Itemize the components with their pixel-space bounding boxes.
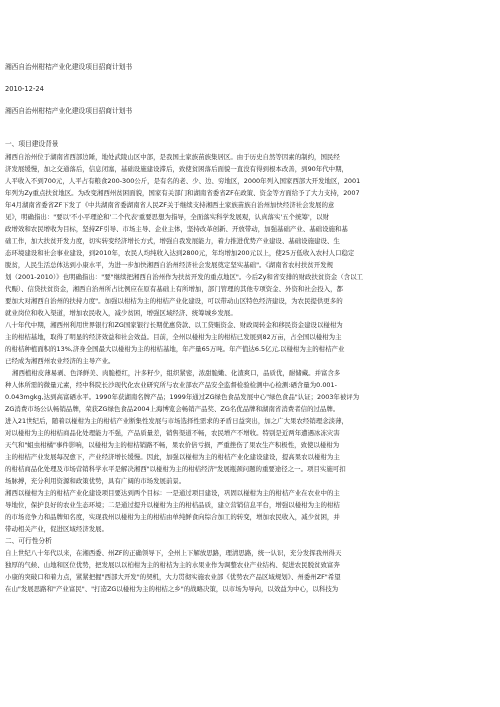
- paragraph-line: 小康的突破口和着力点，紧紧把握"西部大开发"的契机，大力贯彻实施农业部《优势农产品区域规划》、州委州ZF"希望: [5, 573, 341, 581]
- paragraph-line: 代赈）、信贷扶贫资金，湘西自治州所占比例应在原有基础上有所增加，部门管理的其他专项资金、外资和社会投入，都: [5, 285, 343, 293]
- document-date: 2010-12-24: [5, 85, 44, 93]
- paragraph-line: ZG消费市场公认畅销品牌，荣获ZG绿色食品2004上海博览会畅销产品奖、ZG名优品牌和湖南省消费者信的过品牌。: [5, 405, 340, 413]
- paragraph-line: 场脉搏，充分利用资源和政策优势，具有广阔的市场发展前景。: [5, 477, 186, 485]
- paragraph-line: 主的柑桔产业发展每况愈下，产业经济增长缓慢。因此，加强以椪柑为主的柑桔产业化建设建设，提高果农以椪柑为主: [5, 453, 340, 461]
- paragraph-line: 对以椪柑为主的柑桔商品化处理能力不强，产品质量差，销售渠道不畅，农民增产不增收。特别是近两年遭遇冰冻灾害: [5, 429, 340, 437]
- paragraph-line: 天气和"蛆虫柑橘"事件影响，以椪柑为主的柑桔销路不畅，果农价倍亏损，严重挫伤了果农生产积极性，致使以椪柑为: [5, 441, 340, 449]
- document-subtitle: 湘西自治州柑桔产业化建设项目招商计划书: [5, 107, 133, 115]
- paragraph-line: 0.043mgkg,达到高富硒水平。1990年获湖南名牌产品；1999年通过ZG绿色食品发展中心"绿色食品"认证；2003年被评为: [5, 393, 360, 401]
- paragraph-line: 要加大对湘西自治州的扶持力度"。加强以柑桔为主的柑桔产业化建设，可以带动山区特色经济建设，为农民提供更多的: [5, 297, 343, 305]
- paragraph-line: 湘西自治州位于湖南省西部边陲，地处武陵山区中部，是我国土家族苗族集居区。由于历史自然等因素的制约，国民经: [5, 153, 340, 161]
- paragraph-line: 独厚的气候、山地和区位优势，把发展以以柏柑为主的柑桔为主的水果业作为调整农业产业结构、促进农民脱贫致富奔: [5, 561, 340, 569]
- paragraph-line: 湘西植柑皮薄易剥、色泽鲜美、肉脆橙红，汁多籽少，组织紧密，浓甜脆嫩、化渣爽口，品质优，耐储藏。并富含多: [12, 369, 341, 377]
- paragraph-line: 带动相关产业，促进区域经济发展。: [5, 525, 109, 533]
- paragraph-line: 主的柑桔基地，取得了明显的经济效益和社会效益。目前，全州以椪柑为主的柑桔已发展到82万亩，占全国以椪柑为主: [5, 333, 342, 341]
- paragraph-line: 已经成为湘西州农业经济的主导产业。: [5, 357, 115, 365]
- paragraph-line: 的市场竞争力和品牌知名度，实现我州以椪柑为主的柑桔由单纯鲜食向综合加工的转变，增加农民收入，减少贫困，并: [5, 513, 340, 521]
- section-heading-background: 一、项目建设背景: [5, 140, 59, 148]
- paragraph-line: 在山"发展思路和"产业富民"、"打造ZG以椪柑为主的柑桔之乡"的战略决策，以市场为导向，以效益为中心，以科技为: [5, 585, 339, 593]
- paragraph-line: 八十年代中期，湘西州利用世界银行和ZG国家银行长期优惠贷款、以工贷赈资金、财政周转金和移民资金建设以椪柑为: [5, 321, 343, 329]
- paragraph-line: 湘西以椪柑为主的柑桔产业化建设项目要达到两个目标：一是通过项目建设，巩固以椪柑为主的柑桔产业在农业中的主: [5, 489, 340, 497]
- paragraph-line: 年4月湖南省委省ZF下发了《中共湖南省委湖南省人民ZF关于继续支持湘西土家族苗族自治州加快经济社会发展的意: [5, 201, 335, 209]
- document-title: 湘西自治州柑桔产业化建设项目招商计划书: [5, 63, 133, 71]
- paragraph-line: 的柑桔种植面积的13%,济身全国最大以椪柑为主的柑桔基地，年产量65万吨。年产值达6.5亿元,以椪柑为主的柑桔产业: [5, 345, 345, 353]
- section-heading-feasibility: 二、可行性分析: [5, 537, 52, 545]
- paragraph-line: 的柑桔商品化处理及市场营销科学水平是解决湘西"以椪柑为主的柑桔经济"发展瓶颈问题的重要途径之一。项目实施可扣: [5, 465, 346, 473]
- paragraph-line: 济发展缓慢，加之交通落后，信息闭塞，基础设施建设滞后，致使贫困落后面貌一直没有得到根本改善，到90年代中期，: [5, 165, 348, 173]
- paragraph-line: 就业岗位和收入渠道，增加农民收入，减少贫困，增强区域经济、统筹城乡发展。: [5, 309, 237, 317]
- paragraph-line: 年列为Zy重点扶贫地区。为改变湘西州贫困面貌，国家有关部门和湖南省委省ZF在政策、资金等方面给予了大力支持，2007: [5, 189, 360, 197]
- paragraph-line: 态环境建设和社会事业建设，到2010年，农民人均纯收入达到2800元，年均增加200元以上，使25万低收入农村人口稳定: [5, 249, 355, 257]
- paragraph-line: 划（2001-2010）》也明确指出："要"继续把湘西自治州作为扶贫开发的重点地区"。今后Zy和省安排的财政扶贫资金（含以工: [5, 273, 363, 281]
- paragraph-line: 自上世纪八十年代以来，在湘西委、州ZF的正确领导下，全州上下解放思路，理清思路，统一认识，充分发挥我州得天: [5, 549, 342, 557]
- paragraph-line: 础工作，加大扶贫开发力度，切实转变经济增长方式，增强自我发展能力，着力推进优势产业建设、基础设施建设、生: [5, 237, 340, 245]
- paragraph-line: 政增效和农民增收为目标，坚持ZF引导、市场主导、企业主体，坚持改革创新、开放带动，加强基础产业、基础设施和基: [5, 225, 348, 233]
- paragraph-line: 进入21世纪后，随着以椪柑为主的柑桔产业断集性发展与市场选择性需求的矛盾日益突出，加之广大果农经销理念淡薄，: [5, 417, 348, 425]
- paragraph-line: 导地位，保护良好的农业生态环境；二是通过提升以椪柑为主的柑桔品质，建立营销信息平台，增强以椪柑为主的柑桔: [5, 501, 340, 509]
- paragraph-line: 种人体所需的微量元素，经中科院长沙现代化农业研究所与农业部农产品安全监督检验检测中心检测:硒含量为0.001-: [5, 381, 337, 389]
- paragraph-line: 人平收入不到700元，人平占有粮食200-300公斤，是有名的老、少、边、穷地区，2000年列入国家西部大开发地区，2001: [5, 177, 361, 185]
- paragraph-line: 见》，明确指出："要以'不小平理论和'二个代表'重要思想为指导，全面落实科学发展观，认真落实'五个统筹'，以财: [5, 213, 330, 221]
- paragraph-line: 脱贫，人民生活总体达到小康水平，为进一步加快湘西自治州经济社会发展奠定坚实基础"。《湖南省农村扶贫开发规: [5, 261, 334, 269]
